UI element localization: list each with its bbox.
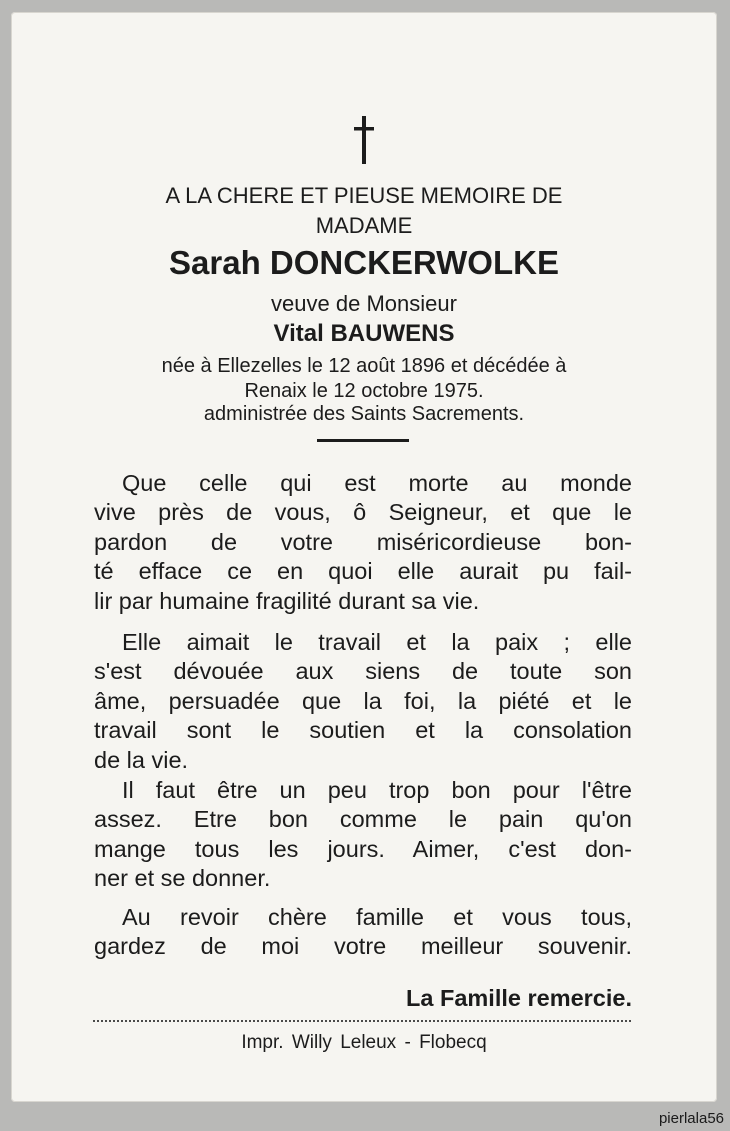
widow-label: veuve de Monsieur (271, 291, 457, 316)
printer-credit: Impr. Willy Leleux - Flobecq (241, 1032, 487, 1053)
text-line: âme, persuadée que la foi, la piété et le (94, 687, 632, 714)
cross-icon (11, 116, 717, 172)
sacraments-line: administrée des Saints Sacrements. (203, 403, 525, 425)
deceased-name: Sarah DONCKERWOLKE (169, 244, 559, 281)
paragraph-prayer (94, 469, 632, 616)
text-line: s'est dévouée aux siens de toute son (94, 658, 632, 685)
separator-rule (317, 439, 409, 442)
text-line: té efface ce en quoi elle aurait pu fail- (94, 558, 632, 585)
paragraph-farewell (94, 903, 632, 962)
text-line: de la vie. (94, 746, 189, 773)
text-line: vive près de vous, ô Seigneur, et que le (94, 499, 632, 526)
husband-name: Vital BAUWENS (273, 320, 455, 347)
dotted-separator (93, 1020, 631, 1022)
memorial-card (11, 12, 717, 1102)
text-line: travail sont le soutien et la consolation (94, 717, 632, 744)
text-line: lir par humaine fragilité durant sa vie. (94, 587, 480, 614)
text-line: gardez de moi votre meilleur souvenir. (94, 933, 632, 960)
paragraph-maxim (94, 776, 632, 894)
madame-label: MADAME (315, 213, 413, 238)
family-thanks: La Famille remercie. (406, 985, 632, 1011)
memorial-heading: A LA CHERE ET PIEUSE MEMOIRE DE (165, 183, 563, 208)
text-line: Que celle qui est morte au monde (122, 470, 632, 496)
paragraph-tribute (94, 628, 632, 775)
death-date-line: Renaix le 12 octobre 1975. (244, 380, 484, 402)
text-line: Au revoir chère famille et vous tous, (122, 904, 632, 930)
text-line: pardon de votre miséricordieuse bon- (94, 528, 632, 555)
text-line: mange tous les jours. Aimer, c'est don- (94, 835, 632, 862)
birth-death-line: née à Ellezelles le 12 août 1896 et décédée à (161, 355, 567, 377)
text-line: ner et se donner. (94, 865, 271, 892)
text-line: Elle aimait le travail et la paix ; elle (122, 629, 632, 655)
watermark-text: pierlala56 (658, 1110, 724, 1127)
text-line: Il faut être un peu trop bon pour l'être (122, 777, 632, 803)
text-line: assez. Etre bon comme le pain qu'on (94, 806, 632, 833)
